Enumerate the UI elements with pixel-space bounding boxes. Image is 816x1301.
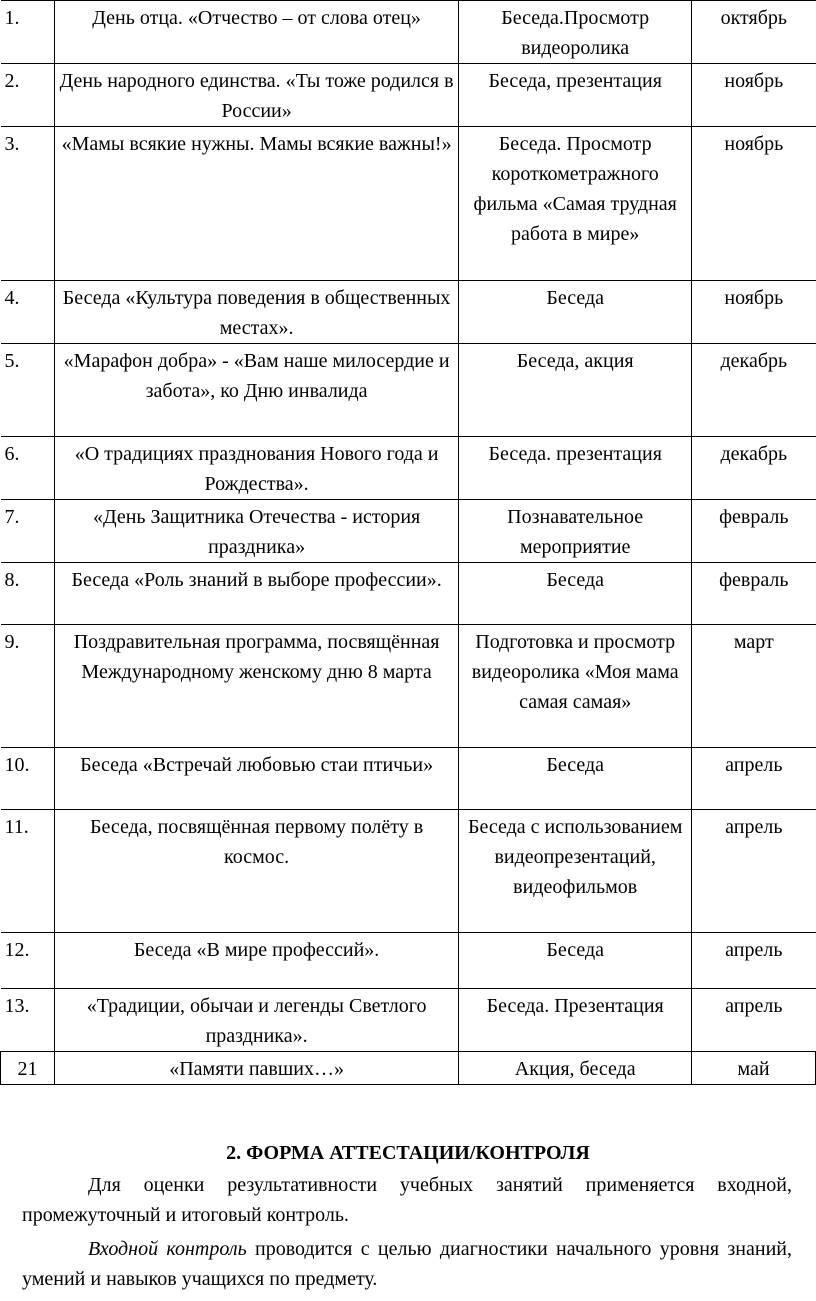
event-form: Беседа. Презентация: [459, 989, 692, 1052]
event-month: апрель: [692, 810, 816, 933]
table-row: [1, 625, 816, 748]
event-month: февраль: [692, 563, 816, 625]
row-number: 6.: [1, 437, 55, 500]
event-month: декабрь: [692, 344, 816, 437]
event-topic: «Памяти павших…»: [54, 1052, 458, 1085]
row-number: 4.: [1, 281, 55, 344]
entry-control-term: Входной контроль: [88, 1238, 247, 1260]
event-topic: «Марафон добра» - «Вам наше милосердие и забота», ко Дню инвалида: [54, 344, 458, 437]
event-month: октябрь: [692, 1, 816, 64]
row-number: 11.: [1, 810, 55, 933]
event-month: ноябрь: [692, 127, 816, 281]
table-row: [1, 1, 816, 64]
event-form: Беседа: [459, 748, 692, 810]
section-heading: 2. ФОРМА АТТЕСТАЦИИ/КОНТРОЛЯ: [226, 1142, 590, 1164]
event-month: май: [692, 1052, 816, 1085]
table-row: [1, 64, 816, 127]
table-row: [1, 281, 816, 344]
row-number: 2.: [1, 64, 55, 127]
event-month: март: [692, 625, 816, 748]
event-topic: «О традициях празднования Нового года и Рождества».: [54, 437, 458, 500]
event-month: декабрь: [692, 437, 816, 500]
event-month: апрель: [692, 748, 816, 810]
event-topic: Поздравительная программа, посвящённая Международному женскому дню 8 марта: [54, 625, 458, 748]
event-topic: Беседа «В мире профессий».: [54, 933, 458, 989]
row-number: 12.: [1, 933, 55, 989]
event-form: Беседа, презентация: [459, 64, 692, 127]
table-row: [1, 127, 816, 281]
table-row: [1, 500, 816, 563]
row-number: 9.: [1, 625, 55, 748]
table-row: [1, 1052, 816, 1085]
event-form: Беседа: [459, 933, 692, 989]
row-number: 3.: [1, 127, 55, 281]
table-row: [1, 344, 816, 437]
paragraph-entry-control: [22, 1234, 792, 1294]
event-form: Беседа: [459, 281, 692, 344]
event-form: Беседа. Просмотр короткометражного фильма «Самая трудная работа в мире»: [459, 127, 692, 281]
table-row: [1, 810, 816, 933]
events-table-body: [1, 1, 816, 1085]
row-number: 13.: [1, 989, 55, 1052]
event-form: Акция, беседа: [459, 1052, 692, 1085]
event-topic: «Мамы всякие нужны. Мамы всякие важны!»: [54, 127, 458, 281]
event-month: ноябрь: [692, 64, 816, 127]
event-topic: День отца. «Отчество – от слова отец»: [54, 1, 458, 64]
table-row: [1, 933, 816, 989]
event-form: Беседа.Просмотр видеоролика: [459, 1, 692, 64]
event-form: Беседа. презентация: [459, 437, 692, 500]
table-row: [1, 748, 816, 810]
table-row: [1, 437, 816, 500]
event-month: февраль: [692, 500, 816, 563]
row-number: 1.: [1, 1, 55, 64]
event-form: Беседа: [459, 563, 692, 625]
event-month: апрель: [692, 989, 816, 1052]
row-number: 5.: [1, 344, 55, 437]
event-month: апрель: [692, 933, 816, 989]
event-form: Беседа, акция: [459, 344, 692, 437]
row-number: 7.: [1, 500, 55, 563]
event-form: Беседа с использованием видеопрезентаций, видеофильмов: [459, 810, 692, 933]
paragraph-assessment-intro: [22, 1170, 792, 1230]
event-topic: «Традиции, обычаи и легенды Светлого праздника».: [54, 989, 458, 1052]
event-topic: Беседа «Встречай любовью стаи птичьи»: [54, 748, 458, 810]
paragraph-text: Для оценки результативности учебных занятий применяется входной, промежуточный и итоговый контроль.: [22, 1174, 792, 1226]
event-form: Подготовка и просмотр видеоролика «Моя мама самая самая»: [459, 625, 692, 748]
row-number: 8.: [1, 563, 55, 625]
event-topic: Беседа, посвящённая первому полёту в космос.: [54, 810, 458, 933]
event-topic: Беседа «Культура поведения в общественных местах».: [54, 281, 458, 344]
event-topic: «День Защитника Отечества - история праздника»: [54, 500, 458, 563]
event-month: ноябрь: [692, 281, 816, 344]
row-number: 21: [1, 1052, 55, 1085]
event-topic: Беседа «Роль знаний в выборе профессии».: [54, 563, 458, 625]
event-form: Познавательное мероприятие: [459, 500, 692, 563]
row-number: 10.: [1, 748, 55, 810]
table-row: [1, 563, 816, 625]
table-row: [1, 989, 816, 1052]
event-topic: День народного единства. «Ты тоже родился в России»: [54, 64, 458, 127]
paragraph-text: проводится с целью диагностики начального уровня знаний, умений и навыков учащихся по предмету.: [22, 1238, 792, 1290]
